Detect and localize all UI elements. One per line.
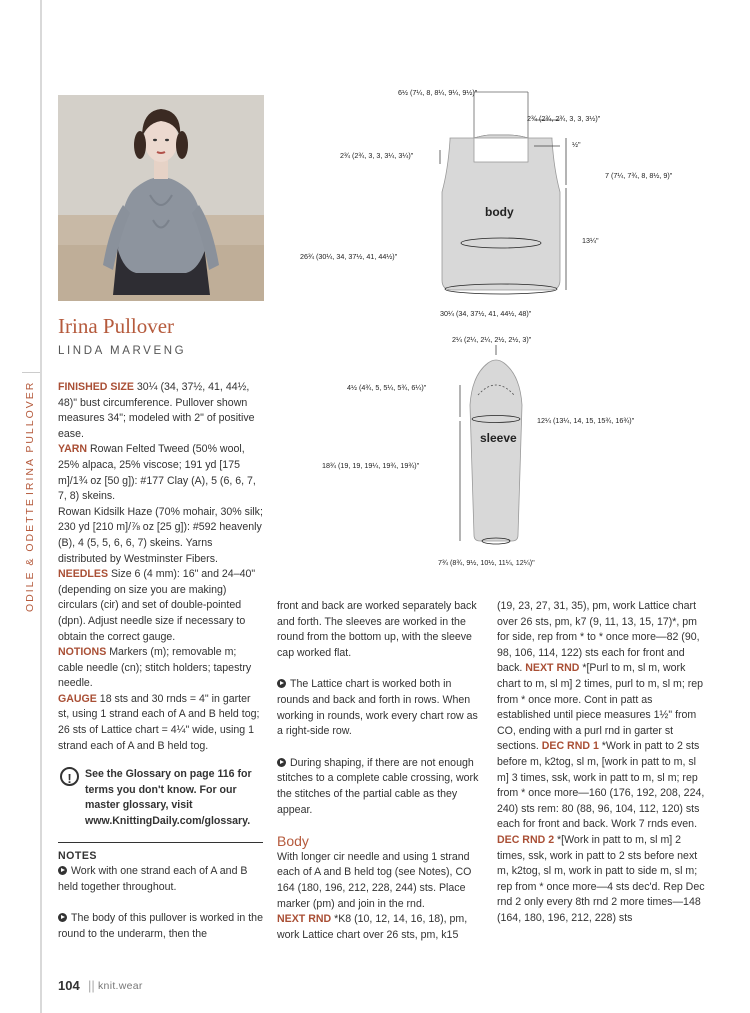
glossary-callout [58, 767, 263, 829]
body-label: body [485, 205, 514, 219]
yarn-lead: YARN [58, 443, 88, 456]
dim-cuff: 7¾ (8¾, 9½, 10½, 11¼, 12¼)" [438, 558, 535, 567]
body-section-heading: Body [277, 833, 309, 850]
footer-separator: || [88, 978, 95, 993]
pattern-title: Irina Pullover [58, 314, 175, 338]
dim-armhole-left: 2¾ (2¾, 3, 3, 3¼, 3¼)" [340, 151, 414, 160]
note-1: Work with one strand each of A and B held together throughout. [58, 865, 248, 893]
yarn-text-2: Rowan Kidsilk Haze (70% mohair, 30% silk; 230 yd [210 m]/⅞ oz [25 g]): #592 heavenly (B), 4 (5, 5, 6, 6, 7) skeins. Yarns distributed by Westminster Fibers. [58, 505, 263, 565]
col3-text-d: *[Work in patt to m, sl m] 2 times, ssk, work in patt to 2 sts before next m, k2tog, sl m, work in patt to side m, sl m; rep from * once more—4 sts dec'd. Rep Dec rnd 2 only every 8th rnd 2 more times—148 (164, 180, 196, 212, 228) sts [497, 833, 705, 924]
info-icon: ! [60, 767, 79, 786]
sidebar-pattern-label: IRINA PULLOVER [24, 380, 36, 495]
body-text: With longer cir needle and using 1 strand each of A and B held tog (see Notes), CO 164 (180, 196, 212, 228, 244) sts. Place marker (pm) and join in the rnd. [277, 850, 472, 910]
designer-name: LINDA MARVENG [58, 345, 187, 357]
dim-upper-arm: 12¼ (13¼, 14, 15, 15¾, 16¾)" [537, 416, 635, 425]
dim-neck-depth: ½" [572, 140, 581, 149]
col3-next-rnd-lead: NEXT RND [525, 662, 580, 675]
note-3: The Lattice chart is worked both in rounds and back and forth in rows. When working in rounds, work every chart row as a right-side row. [277, 678, 478, 738]
dim-hem: 30¼ (34, 37½, 41, 44½, 48)" [440, 309, 532, 318]
model-photo [58, 95, 264, 301]
sidebar-section-label: ODILE & ODETTE [24, 497, 36, 612]
notions-text: Markers (m); removable m; cable needle (cn); stitch holders; tapestry needle. [58, 646, 252, 690]
note-4: During shaping, if there are not enough stitches to a complete cable crossing, work the stitches of the partial cable as they appear. [277, 756, 479, 816]
notions-lead: NOTIONS [58, 646, 107, 659]
next-rnd-lead: NEXT RND [277, 913, 332, 926]
next-rnd-text: *K8 (10, 12, 14, 16, 18), pm, work Lattice chart over 26 sts, pm, k15 [277, 913, 468, 941]
sleeve-schematic [440, 345, 570, 560]
column-1 [58, 380, 263, 943]
needles-text: Size 6 (4 mm): 16" and 24–40" (depending on size you are making) circulars (cir) and set of double-pointed (dpn). Adjust needle size if necessary to obtain the correct gauge. [58, 568, 256, 643]
bullet-icon [58, 913, 67, 922]
needles-lead: NEEDLES [58, 568, 109, 581]
dim-sleeve-length: 18¾ (19, 19, 19¼, 19¾, 19¾)" [322, 461, 420, 470]
column-2 [277, 599, 484, 943]
notes-heading: NOTES [58, 849, 97, 862]
column-3 [497, 599, 705, 926]
dec-rnd-1-lead: DEC RND 1 [541, 740, 599, 753]
note-2: The body of this pullover is worked in the round to the underarm, then the [58, 912, 263, 940]
col3-text-a: (19, 23, 27, 31, 35), pm, work Lattice chart over 26 sts, pm, k7 (9, 11, 13, 15, 17)*, pm for side, rep from * to * once more—82 (90, 98, 106, 114, 122) sts each for front and back. [497, 600, 700, 675]
dim-bust: 26¾ (30¼, 34, 37½, 41, 44½)" [300, 252, 398, 261]
finished-size-text: 30¼ (34, 37½, 41, 44½, 48)" bust circumference. Pullover shown measures 34"; modeled with 2" of positive ease. [58, 381, 255, 440]
gauge-text: 18 sts and 30 rnds = 4" in garter st, using 1 strand each of A and B held tog; 26 sts of Lattice chart = 4¼" wide, using 1 strand each of A and B held tog. [58, 692, 260, 752]
dim-body-length: 13¼" [582, 236, 599, 245]
sidebar-rule [40, 0, 42, 1013]
sleeve-label: sleeve [480, 431, 517, 445]
magazine-name: knit.wear [98, 980, 143, 992]
yarn-text: Rowan Felted Tweed (50% wool, 25% alpaca, 25% viscose; 191 yd [175 m]/1¾ oz [50 g]): #177 Clay (A), 5 (6, 6, 7, 7, 8) skeins. [58, 443, 256, 503]
dim-strap-width: 2¾ (2¾, 2¾, 3, 3, 3½)" [527, 114, 601, 123]
col3-text-c: *Work in patt to 2 sts before m, k2tog, sl m, [work in patt to m, sl m] 3 times, ssk, work in patt to m, sl m; rep from * once more—160 (176, 192, 208, 224, 240) sts rem: 80 (88, 96, 104, 112, 120) sts each for front and back. Work 7 rnds even. [497, 740, 705, 831]
bullet-icon [58, 866, 67, 875]
dim-neck-width: 6½ (7¼, 8, 8¼, 9¼, 9½)" [398, 88, 478, 97]
dim-armhole-right: 7 (7¼, 7¾, 8, 8½, 9)" [605, 171, 673, 180]
sidebar-divider [22, 372, 40, 373]
dec-rnd-2-lead: DEC RND 2 [497, 833, 555, 846]
bullet-icon [277, 679, 286, 688]
finished-size-lead: FINISHED SIZE [58, 381, 134, 393]
glossary-text: See the Glossary on page 116 for terms you don't know. For our master glossary, visit www.KnittingDaily.com/glossary. [85, 768, 252, 828]
col3-text-b: *[Purl to m, sl m, work chart to m, sl m] 2 times, purl to m, sl m; rep from * once more. Cont in patt as established until piece measures 1½" from CO, ending with a purl rnd in garter st sections. [497, 662, 704, 753]
note-2-continued: front and back are worked separately back and forth. The sleeves are worked in the round from the bottom up, with the sleeve cap worked flat. [277, 600, 477, 659]
dim-sleeve-top: 2¼ (2¼, 2¼, 2½, 2½, 3)" [452, 335, 532, 344]
dim-cap-height: 4½ (4¾, 5, 5¼, 5¾, 6¼)" [347, 383, 427, 392]
bullet-icon [277, 758, 286, 767]
page-number: 104 [58, 978, 80, 993]
gauge-lead: GAUGE [58, 692, 97, 705]
